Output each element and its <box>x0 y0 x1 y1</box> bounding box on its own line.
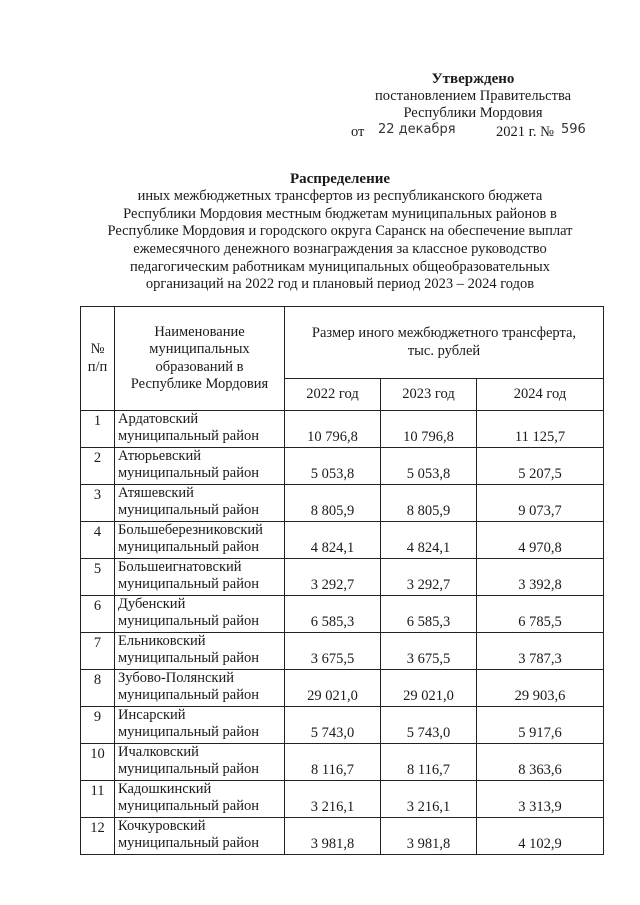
heading-line: педагогическим работникам муниципальных общеобразовательных <box>129 258 551 275</box>
row-municipality: Инсарский муниципальный район <box>115 707 285 744</box>
approval-title: Утверждено <box>431 71 515 87</box>
row-value-2023: 3 292,7 <box>381 559 477 596</box>
document-number: 596 <box>561 121 586 137</box>
row-value-2022: 3 292,7 <box>285 559 381 596</box>
date-prefix: от <box>351 123 365 140</box>
row-value-2022: 10 796,8 <box>285 411 381 448</box>
row-value-2022: 3 981,8 <box>285 818 381 855</box>
header-municipality: Наименование муниципальных образований в Республике Мордовия <box>115 307 285 411</box>
row-value-2024: 3 313,9 <box>477 781 604 818</box>
row-municipality: Атюрьевский муниципальный район <box>115 448 285 485</box>
table-row <box>81 411 604 448</box>
row-municipality: Ардатовский муниципальный район <box>115 411 285 448</box>
heading-line: Республике Мордовия и городского округа Саранск на обеспечение выплат <box>107 223 573 240</box>
row-value-2023: 29 021,0 <box>381 670 477 707</box>
table-row <box>81 485 604 522</box>
distribution-table <box>80 306 604 855</box>
approval-date-line <box>348 121 598 144</box>
table-row <box>81 744 604 781</box>
row-value-2022: 4 824,1 <box>285 522 381 559</box>
row-number: 11 <box>81 781 115 818</box>
heading-line: ежемесячного денежного вознаграждения за классное руководство <box>133 241 547 258</box>
row-value-2022: 29 021,0 <box>285 670 381 707</box>
row-value-2024: 8 363,6 <box>477 744 604 781</box>
heading-line: иных межбюджетных трансфертов из республиканского бюджета <box>137 188 543 204</box>
row-number: 6 <box>81 596 115 633</box>
row-value-2023: 8 805,9 <box>381 485 477 522</box>
row-value-2023: 8 116,7 <box>381 744 477 781</box>
row-number: 7 <box>81 633 115 670</box>
row-number: 4 <box>81 522 115 559</box>
table-row <box>81 670 604 707</box>
row-value-2023: 5 053,8 <box>381 448 477 485</box>
row-value-2023: 6 585,3 <box>381 596 477 633</box>
row-municipality: Большеигнатовский муниципальный район <box>115 559 285 596</box>
approval-stamp <box>348 70 598 144</box>
row-value-2022: 3 675,5 <box>285 633 381 670</box>
row-number: 8 <box>81 670 115 707</box>
heading-line: организаций на 2022 год и плановый период 2023 – 2024 годов <box>145 276 535 293</box>
table-row <box>81 633 604 670</box>
row-municipality: Большеберезниковский муниципальный район <box>115 522 285 559</box>
row-municipality: Атяшевский муниципальный район <box>115 485 285 522</box>
header-year-2022: 2022 год <box>285 379 381 411</box>
row-value-2024: 5 207,5 <box>477 448 604 485</box>
table-row <box>81 522 604 559</box>
document-heading <box>80 170 600 294</box>
row-value-2024: 29 903,6 <box>477 670 604 707</box>
row-value-2022: 5 743,0 <box>285 707 381 744</box>
table-row <box>81 448 604 485</box>
header-transfer-size: Размер иного межбюджетного трансферта, тыс. рублей <box>285 307 604 379</box>
table-row <box>81 559 604 596</box>
date-year: 2021 г. № <box>496 123 555 140</box>
row-value-2023: 5 743,0 <box>381 707 477 744</box>
row-municipality: Ичалковский муниципальный район <box>115 744 285 781</box>
row-number: 12 <box>81 818 115 855</box>
row-value-2022: 5 053,8 <box>285 448 381 485</box>
header-number: № п/п <box>81 307 115 411</box>
row-value-2024: 4 102,9 <box>477 818 604 855</box>
row-value-2024: 11 125,7 <box>477 411 604 448</box>
row-value-2022: 6 585,3 <box>285 596 381 633</box>
row-value-2024: 6 785,5 <box>477 596 604 633</box>
row-value-2024: 3 787,3 <box>477 633 604 670</box>
heading-line: Республики Мордовия местным бюджетам муниципальных районов в <box>123 205 557 222</box>
table-row <box>81 818 604 855</box>
row-value-2022: 8 116,7 <box>285 744 381 781</box>
row-value-2023: 3 981,8 <box>381 818 477 855</box>
row-value-2022: 3 216,1 <box>285 781 381 818</box>
row-value-2023: 3 216,1 <box>381 781 477 818</box>
header-year-2024: 2024 год <box>477 379 604 411</box>
row-number: 1 <box>81 411 115 448</box>
row-number: 3 <box>81 485 115 522</box>
row-number: 10 <box>81 744 115 781</box>
row-value-2024: 3 392,8 <box>477 559 604 596</box>
approval-line-1: постановлением Правительства <box>374 88 572 104</box>
row-number: 2 <box>81 448 115 485</box>
header-year-2023: 2023 год <box>381 379 477 411</box>
row-municipality: Кадошкинский муниципальный район <box>115 781 285 818</box>
approval-line-2: Республики Мордовия <box>403 105 543 122</box>
row-value-2023: 3 675,5 <box>381 633 477 670</box>
row-municipality: Дубенский муниципальный район <box>115 596 285 633</box>
row-value-2022: 8 805,9 <box>285 485 381 522</box>
row-value-2024: 9 073,7 <box>477 485 604 522</box>
row-value-2024: 4 970,8 <box>477 522 604 559</box>
row-municipality: Кочкуровский муниципальный район <box>115 818 285 855</box>
row-municipality: Зубово-Полянский муниципальный район <box>115 670 285 707</box>
date-day-month: 22 декабря <box>378 121 456 137</box>
row-value-2023: 10 796,8 <box>381 411 477 448</box>
row-value-2024: 5 917,6 <box>477 707 604 744</box>
table-row <box>81 781 604 818</box>
table-row <box>81 707 604 744</box>
row-municipality: Ельниковский муниципальный район <box>115 633 285 670</box>
row-value-2023: 4 824,1 <box>381 522 477 559</box>
row-number: 5 <box>81 559 115 596</box>
row-number: 9 <box>81 707 115 744</box>
heading-title: Распределение <box>289 171 391 187</box>
table-row <box>81 596 604 633</box>
